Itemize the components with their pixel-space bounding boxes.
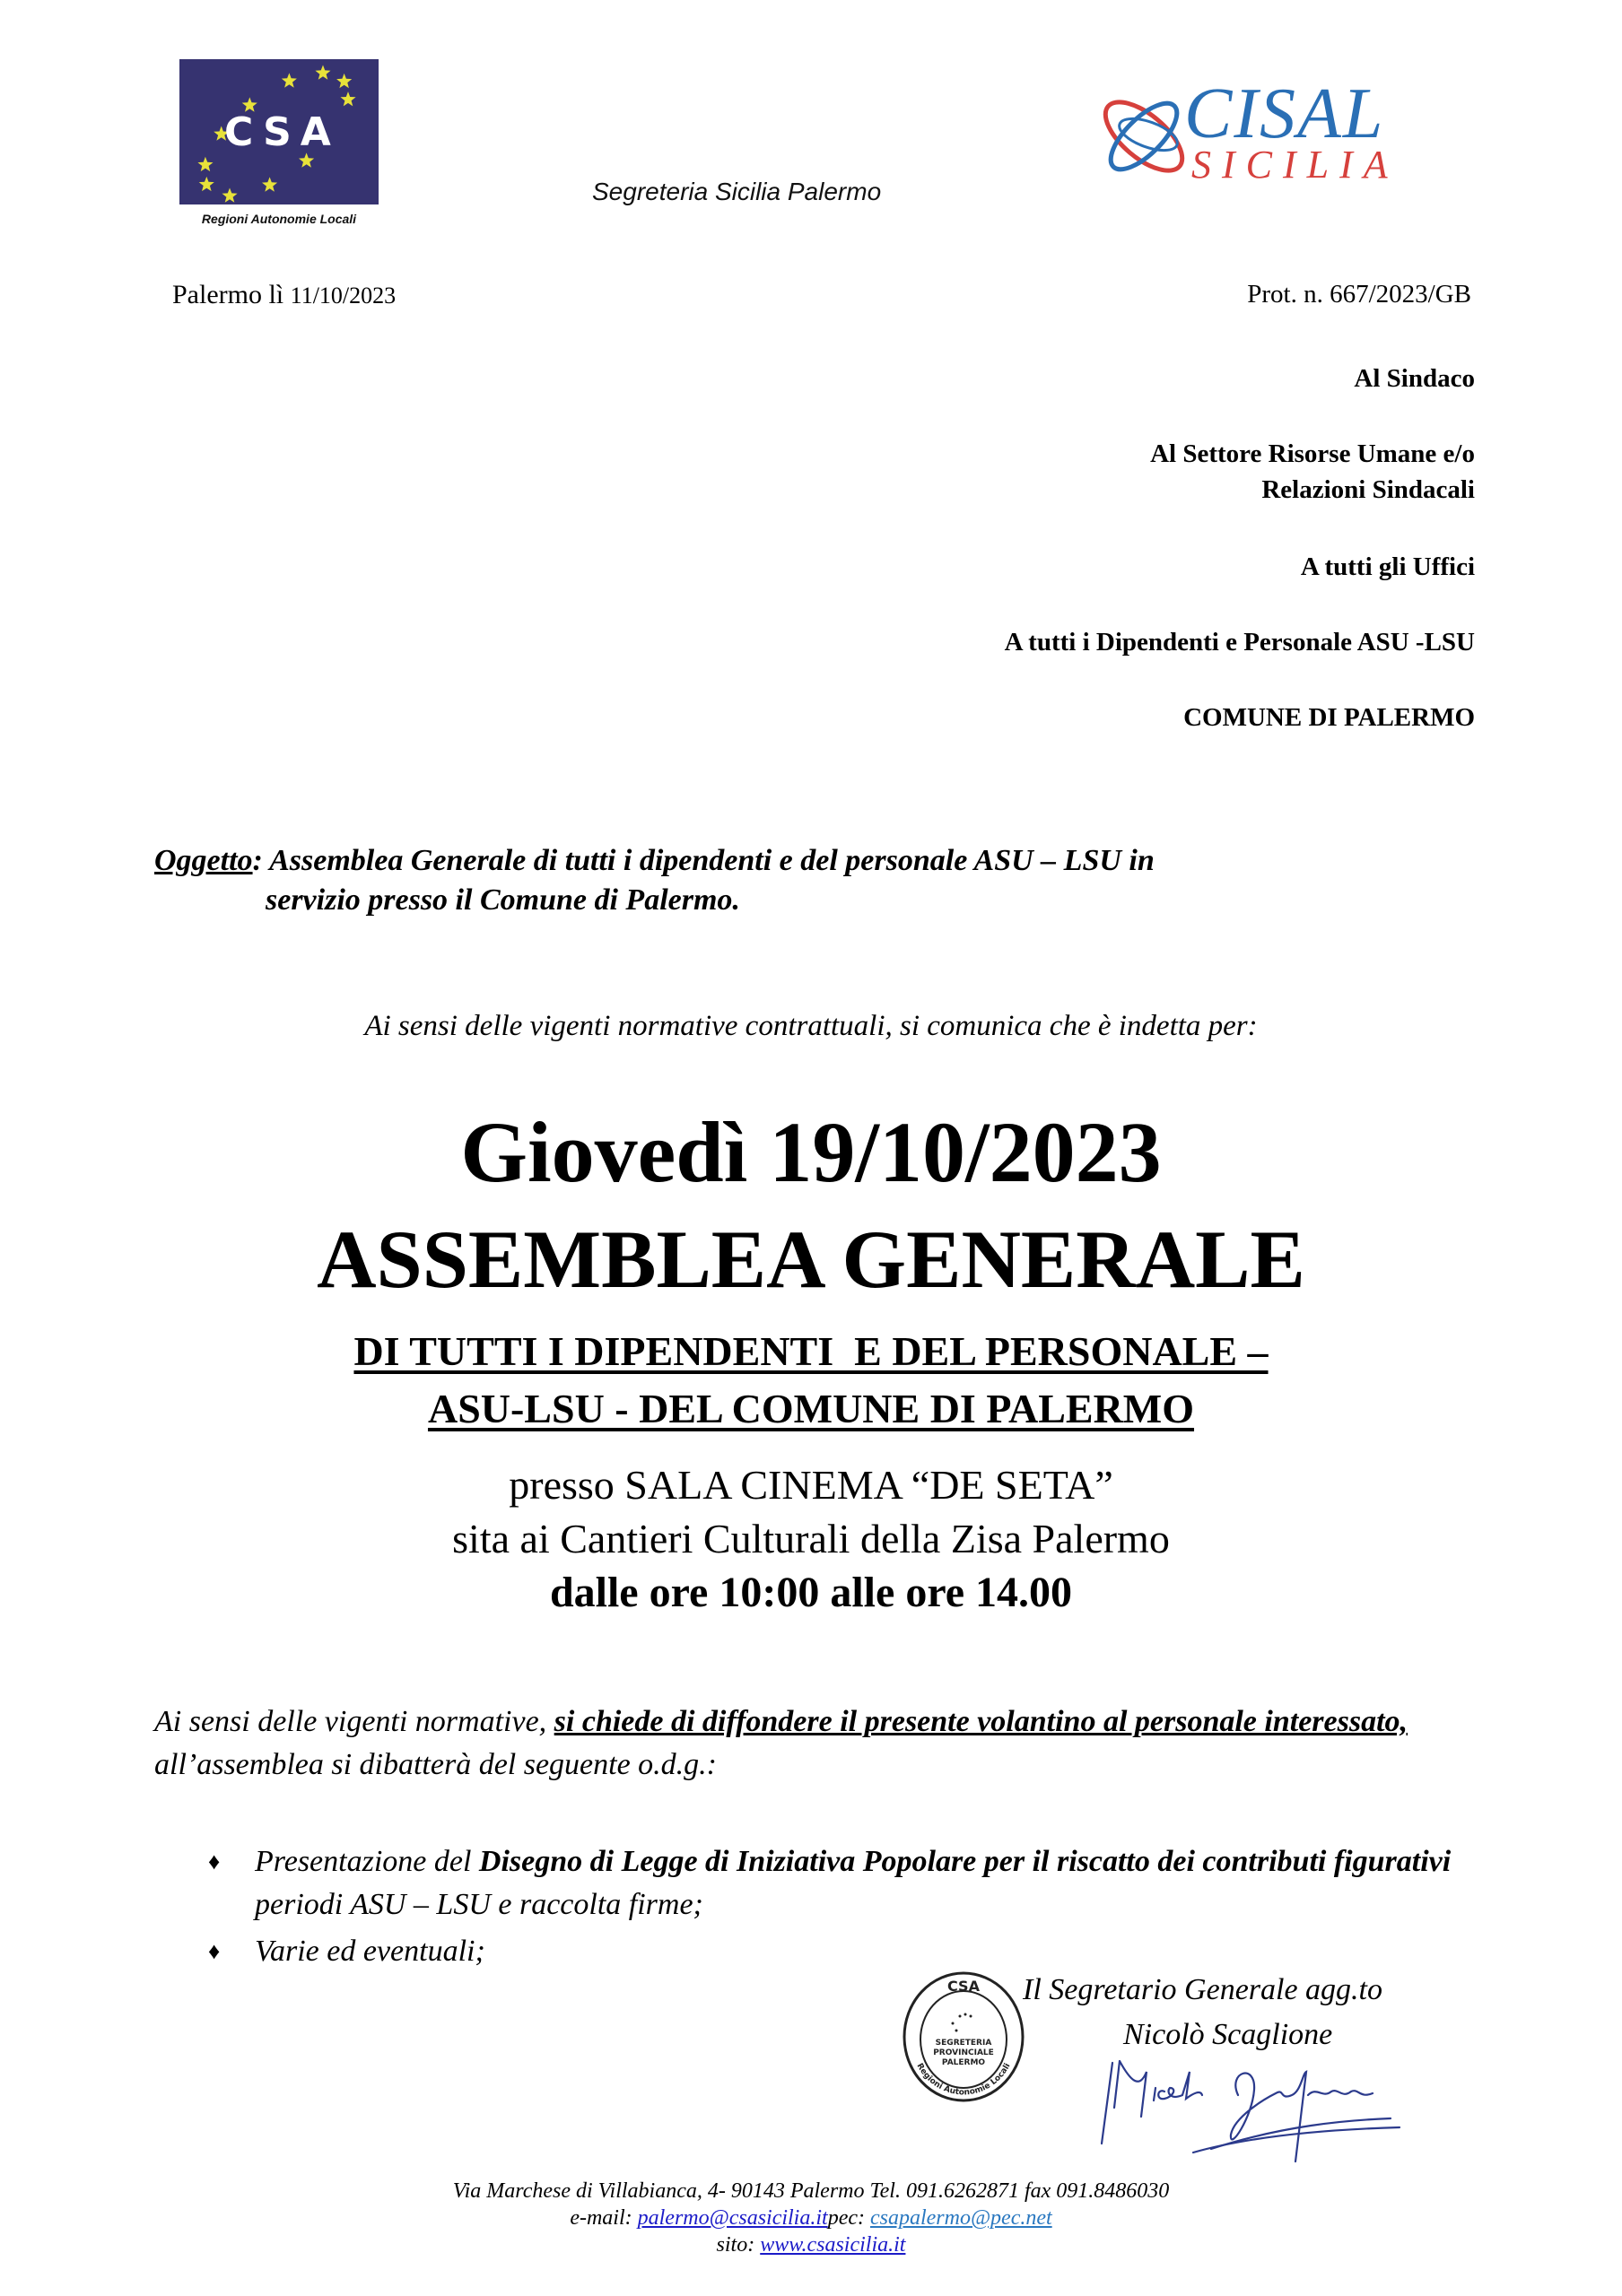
recipient-line: Relazioni Sindacali xyxy=(1261,475,1475,504)
event-subtitle-line-1: DI TUTTI I DIPENDENTI E DEL PERSONALE – xyxy=(353,1328,1269,1374)
footer-site xyxy=(0,2231,1622,2258)
recipient xyxy=(1150,436,1475,508)
stamp-arc-text: Regioni Autonomie Locali xyxy=(914,2062,1013,2098)
recipient xyxy=(1301,549,1475,585)
notice-text xyxy=(154,1700,1464,1787)
venue-name: SALA CINEMA “DE SETA” xyxy=(624,1462,1113,1508)
website-link[interactable]: www.csasicilia.it xyxy=(760,2233,906,2257)
subject-line-2: servizio presso il Comune di Palermo. xyxy=(266,883,740,917)
event-subtitle xyxy=(0,1326,1622,1378)
handwritten-signature xyxy=(1077,2036,1417,2170)
star-icon xyxy=(197,157,213,171)
agenda-text: Varie ed eventuali; xyxy=(255,1935,485,1968)
place-date xyxy=(172,280,396,310)
recipient-line: Al Settore Risorse Umane e/o xyxy=(1150,439,1475,468)
official-stamp xyxy=(901,1970,1026,2104)
stamp-seal-icon xyxy=(901,1970,1026,2104)
orbit-icon xyxy=(1094,81,1193,197)
agenda-text: periodi ASU – LSU e raccolta firme; xyxy=(255,1888,703,1921)
recipient xyxy=(1183,700,1475,735)
event-subtitle-line-2: ASU-LSU - DEL COMUNE DI PALERMO xyxy=(427,1386,1195,1431)
star-icon xyxy=(199,177,214,191)
recipient-line: A tutti i Dipendenti e Personale ASU -LSU xyxy=(1004,628,1475,657)
star-icon xyxy=(341,91,356,106)
star-icon xyxy=(222,188,238,203)
pec-link[interactable]: csapalermo@pec.net xyxy=(869,2206,1052,2230)
stamp-csa-text: CSA xyxy=(947,1978,980,1995)
event-hours: dalle ore 10:00 alle ore 14.00 xyxy=(549,1569,1073,1616)
subject-line-1: Assemblea Generale di tutti i dipendenti e del personale ASU – LSU in xyxy=(262,844,1155,877)
stamp-line: SEGRETERIA xyxy=(935,2039,992,2048)
notice-part-1: Ai sensi delle vigenti normative, xyxy=(154,1705,554,1738)
csa-logo-subtitle: Regioni Autonomie Locali xyxy=(201,212,357,226)
cisal-name: CISAL xyxy=(1184,74,1385,153)
place-label: Palermo lì xyxy=(172,280,284,309)
star-icon xyxy=(336,74,352,88)
letter-date: 11/10/2023 xyxy=(290,283,397,309)
star-icon xyxy=(315,65,330,80)
footer-address: Via Marchese di Villabianca, 4- 90143 Palermo Tel. 091.6262871 fax 091.8486030 xyxy=(452,2179,1170,2203)
recipient-line: A tutti gli Uffici xyxy=(1300,552,1475,581)
venue-location: sita ai Cantieri Culturali della Zisa Palermo xyxy=(452,1516,1170,1561)
footer-contacts xyxy=(0,2205,1622,2231)
signer-role: Il Segretario Generale agg.to xyxy=(1023,1973,1382,2006)
venue-prefix: presso xyxy=(509,1462,625,1508)
subject-label: Oggetto xyxy=(154,844,253,877)
csa-logo xyxy=(179,59,379,204)
subject-colon: : xyxy=(252,844,263,877)
stamp-line: PALERMO xyxy=(941,2058,986,2067)
agenda-item xyxy=(208,1930,1464,1973)
recipient xyxy=(1005,624,1475,660)
protocol-number: Prot. n. 667/2023/GB xyxy=(1247,280,1471,309)
office-name: Segreteria Sicilia Palermo xyxy=(592,178,882,205)
event-venue xyxy=(0,1460,1622,1510)
signer-name: Nicolò Scaglione xyxy=(1123,2018,1333,2051)
site-label: sito: xyxy=(716,2233,761,2257)
event-title: ASSEMBLEA GENERALE xyxy=(317,1213,1305,1305)
event-date: Giovedì 19/10/2023 xyxy=(460,1104,1162,1200)
intro-text: Ai sensi delle vigenti normative contrattuali, si comunica che è indetta per: xyxy=(364,1010,1258,1042)
csa-logo-text: CSA xyxy=(224,109,340,155)
recipient xyxy=(1354,361,1475,396)
agenda-text: Presentazione del xyxy=(255,1845,479,1878)
pec-label: pec: xyxy=(827,2206,870,2230)
recipient-line: Al Sindaco xyxy=(1354,364,1475,393)
agenda-bold-text: Disegno di Legge di Iniziativa Popolare per il riscatto dei contributi figurativi xyxy=(478,1845,1452,1878)
cisal-logo xyxy=(1094,74,1417,197)
diamond-bullet-icon: ♦ xyxy=(208,1938,221,1964)
star-icon xyxy=(282,73,297,87)
event-subtitle xyxy=(0,1383,1622,1435)
agenda-item xyxy=(208,1840,1464,1926)
subject xyxy=(154,841,1446,920)
stamp-line: PROVINCIALE xyxy=(933,2048,994,2057)
email-label: e-mail: xyxy=(570,2206,638,2230)
email-link[interactable]: palermo@csasicilia.it xyxy=(637,2206,828,2230)
recipient-line: COMUNE DI PALERMO xyxy=(1183,703,1475,732)
notice-emphasis: si chiede di diffondere il presente volantino al personale interessato, xyxy=(554,1705,1408,1738)
diamond-bullet-icon: ♦ xyxy=(208,1848,221,1874)
cisal-region: SICILIA xyxy=(1191,143,1399,187)
star-icon xyxy=(262,177,277,191)
notice-part-2: all’assemblea si dibatterà del seguente o.d.g.: xyxy=(154,1748,718,1781)
